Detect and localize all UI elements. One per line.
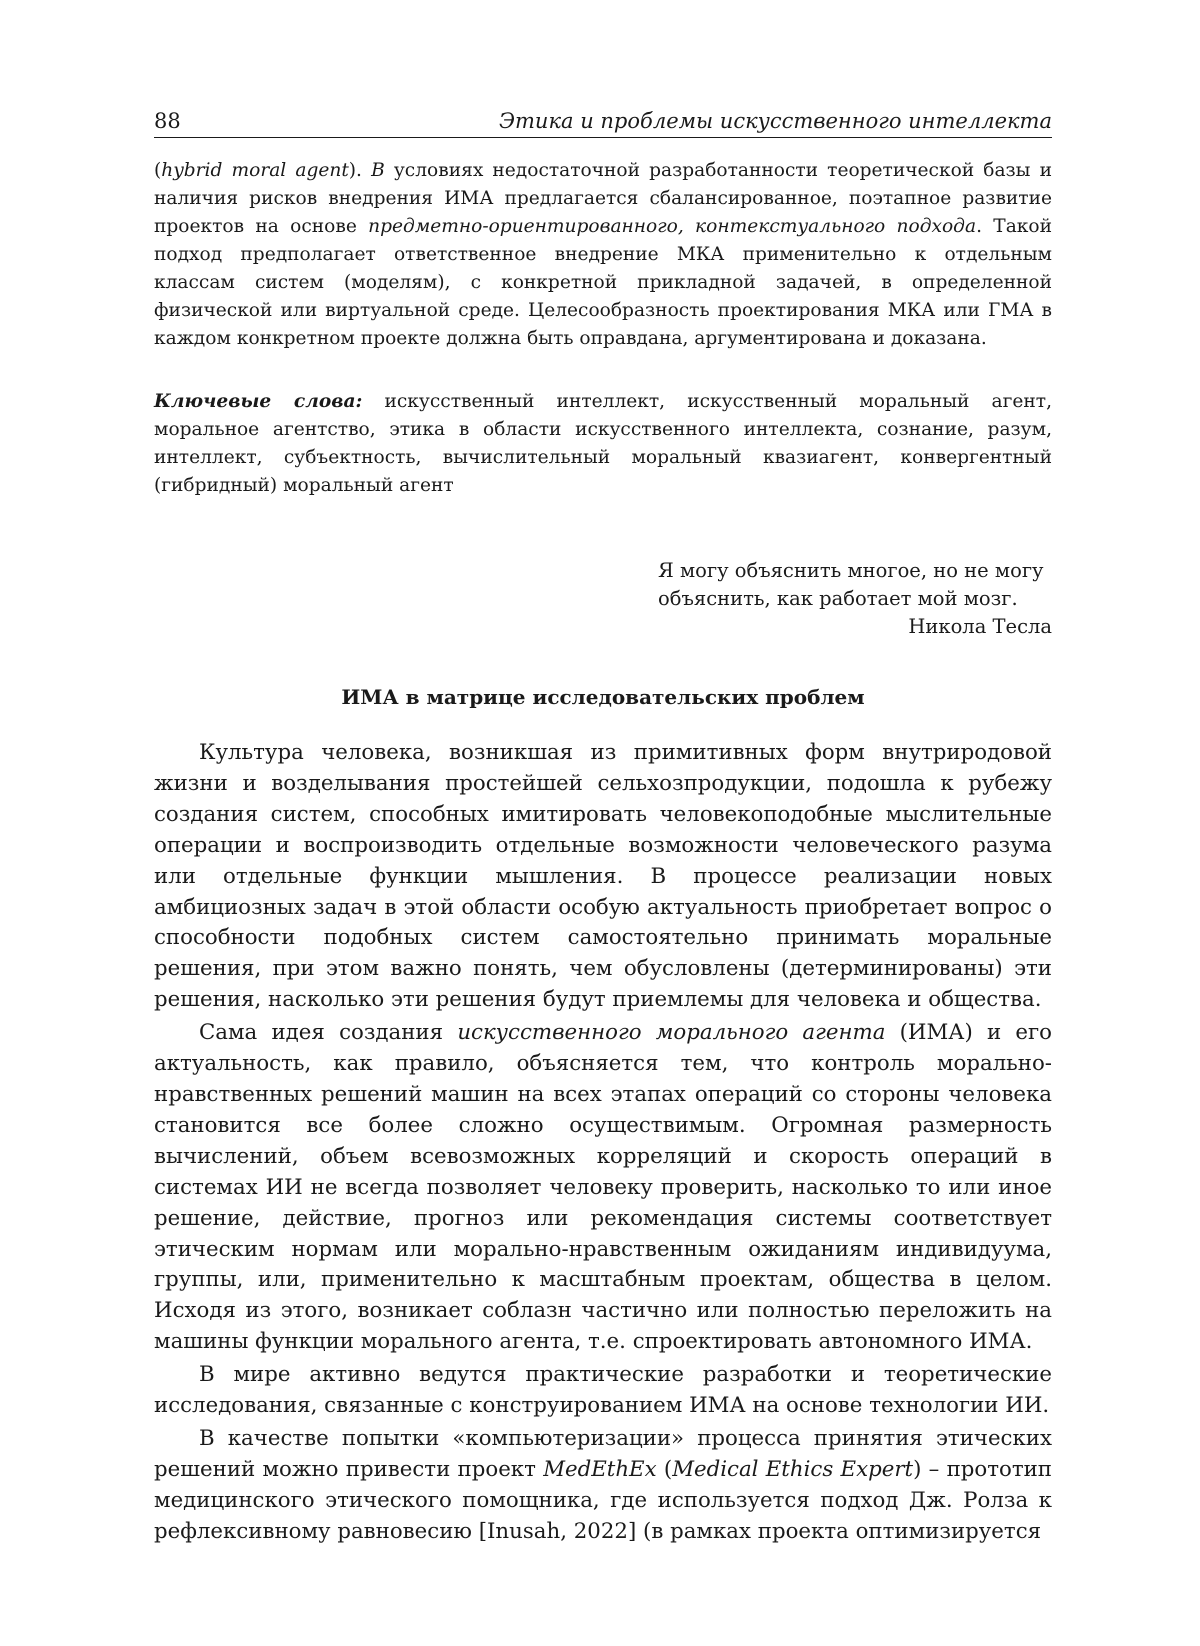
body-term: искусственного морального агента (457, 1020, 886, 1046)
abstract-term: предметно-ориентированного, контекстуального подхода (368, 216, 977, 237)
body-text-run: Сама идея создания (199, 1020, 458, 1046)
epigraph-author: Никола Тесла (908, 615, 1052, 638)
running-header (154, 108, 1052, 138)
epigraph-line: объяснить, как работает мой мозг. (658, 587, 1018, 610)
body-term: Medical Ethics Expert (672, 1456, 914, 1482)
body-term: MedEthEx (543, 1456, 657, 1482)
body-paragraph (154, 1424, 1052, 1548)
abstract-text: ). (348, 160, 372, 181)
abstract-term: В (371, 160, 385, 181)
section-title: ИМА в матрице исследовательских проблем (341, 685, 865, 709)
abstract-text: . Такой подход предполагает ответственное внедрение МКА применительно к отдельным классам систем (моделям), с конкретной прикладной задачей, в определенной физической или виртуальной среде. Целесообразность проектирования МКА или ГМА в каждом конкретном проекте должна быть оправдана, аргументирована и доказана. (154, 216, 1052, 349)
body-paragraph (154, 1018, 1052, 1358)
body-text-run: ) – прототип медицинского этического помощника, где используется подход Дж. Ролза к рефлексивному равновесию [Inusah, 2022] (в рамках проекта оптимизируется (154, 1456, 1052, 1544)
abstract-paragraph (154, 157, 1052, 353)
epigraph-line: Я могу объяснить многое, но не могу (658, 559, 1044, 582)
body-text-run: (ИМА) и его актуальность, как правило, объясняется тем, что контроль морально-нравственных решений машин на всех этапах операций со стороны человека становится все более сложно осуществимым. Огромная размерность вычислений, объем всевозможных корреляций и скорость операций в системах ИИ не всегда позволяет человеку проверить, насколько то или иное решение, действие, прогноз или рекомендация системы соответствует этическим нормам или морально-нравственным ожиданиям индивидуума, группы, или, применительно к масштабным проектам, общества в целом. Исходя из этого, возникает соблазн частично или полностью переложить на машины функции морального агента, т.е. спроектировать автономного ИМА. (154, 1020, 1052, 1355)
keywords-paragraph (154, 388, 1052, 500)
keywords-text: искусственный интеллект, искусственный моральный агент, моральное агентство, этика в области искусственного интеллекта, сознание, разум, интеллект, субъектность, вычислительный моральный квазиагент, конвергентный (гибридный) моральный агент (154, 391, 1052, 496)
body-text-run: ( (656, 1456, 673, 1482)
epigraph (658, 557, 1052, 641)
abstract-text: ( (154, 160, 162, 181)
body-paragraph: В мире активно ведутся практические разработки и теоретические исследования, связанные с конструированием ИМА на основе технологии ИИ. (154, 1362, 1052, 1419)
abstract-text: условиях недостаточной разработанности теоретической базы и наличия рисков внедрения ИМА предлагается сбалансированное, поэтапное развитие проектов на основе (154, 160, 1052, 237)
page-number: 88 (154, 109, 181, 133)
keywords-label: Ключевые слова: (154, 391, 363, 412)
body-text-run: В качестве попытки «компьютеризации» процесса принятия этических решений можно привести проект (154, 1425, 1052, 1482)
running-title: Этика и проблемы искусственного интеллекта (498, 109, 1052, 133)
body-text (154, 738, 1052, 1550)
abstract-term: hybrid moral agent (161, 160, 349, 181)
body-paragraph: Культура человека, возникшая из примитивных форм внутриродовой жизни и возделывания простейшей сельхозпродукции, подошла к рубежу создания систем, способных имитировать человекоподобные мыслительные операции и воспроизводить отдельные возможности человеческого разума или отдельные функции мышления. В процессе реализации новых амбициозных задач в этой области особую актуальность приобретает вопрос о способности подобных систем самостоятельно принимать моральные решения, при этом важно понять, чем обусловлены (детерминированы) эти решения, насколько эти решения будут приемлемы для человека и общества. (154, 740, 1052, 1013)
